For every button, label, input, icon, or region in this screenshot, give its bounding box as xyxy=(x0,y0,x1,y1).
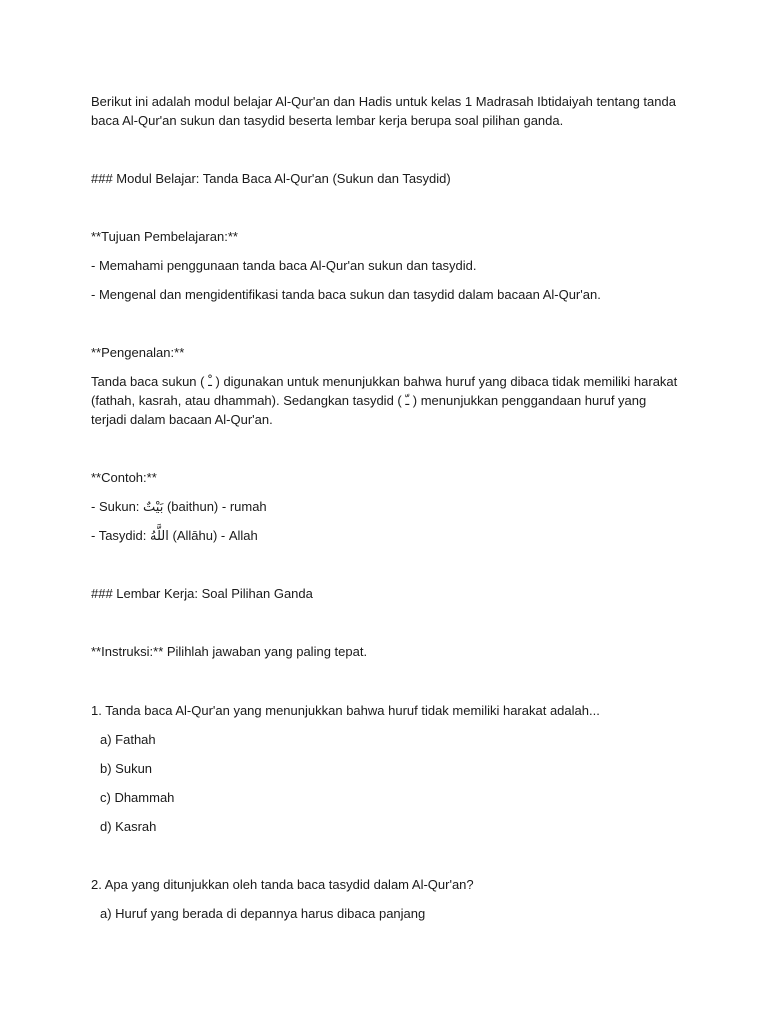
question-2: 2. Apa yang ditunjukkan oleh tanda baca tasydid dalam Al-Qur'an? xyxy=(91,877,474,892)
example-meaning: (Allāhu) - Allah xyxy=(168,528,258,543)
examples-heading: **Contoh:** xyxy=(91,470,157,485)
objective-item-1: - Memahami penggunaan tanda baca Al-Qur'an sukun dan tasydid. xyxy=(91,258,477,273)
objectives-heading: **Tujuan Pembelajaran:** xyxy=(91,229,238,244)
worksheet-heading: ### Lembar Kerja: Soal Pilihan Ganda xyxy=(91,586,313,601)
introduction-line-2 xyxy=(91,391,646,411)
example-label: - Sukun: xyxy=(91,499,144,514)
introduction-text: (fathah, kasrah, atau dhammah). Sedangkan tasydid ( xyxy=(91,393,406,408)
module-heading: ### Modul Belajar: Tanda Baca Al-Qur'an (Sukun dan Tasydid) xyxy=(91,171,451,186)
example-label: - Tasydid: xyxy=(91,528,151,543)
example-arabic-word: اللَّهُ xyxy=(150,529,169,544)
tasydid-mark: ـّ xyxy=(405,394,410,409)
example-meaning: (baithun) - rumah xyxy=(163,499,267,514)
introduction-line-3: terjadi dalam bacaan Al-Qur'an. xyxy=(91,412,273,427)
introduction-text: Tanda baca sukun ( xyxy=(91,374,209,389)
question-1-option-d: d) Kasrah xyxy=(100,819,157,834)
question-1: 1. Tanda baca Al-Qur'an yang menunjukkan bahwa huruf tidak memiliki harakat adalah... xyxy=(91,703,600,718)
introduction-heading: **Pengenalan:** xyxy=(91,345,185,360)
instructions: **Instruksi:** Pilihlah jawaban yang paling tepat. xyxy=(91,644,368,659)
objective-item-2: - Mengenal dan mengidentifikasi tanda baca sukun dan tasydid dalam bacaan Al-Qur'an. xyxy=(91,287,601,302)
question-1-option-a: a) Fathah xyxy=(100,732,156,747)
example-arabic-word: بَيْتٌ xyxy=(143,500,164,515)
introduction-text: ) digunakan untuk menunjukkan bahwa huruf yang dibaca tidak memiliki harakat xyxy=(211,374,678,389)
introduction-line-1 xyxy=(91,372,677,392)
question-1-option-b: b) Sukun xyxy=(100,761,153,776)
question-1-option-c: c) Dhammah xyxy=(100,790,175,805)
sukun-mark: ـْ xyxy=(208,375,212,390)
example-tasydid xyxy=(91,526,258,546)
question-2-option-a: a) Huruf yang berada di depannya harus dibaca panjang xyxy=(100,906,426,921)
intro-line-2: baca Al-Qur'an sukun dan tasydid beserta lembar kerja berupa soal pilihan ganda. xyxy=(91,113,564,128)
example-sukun xyxy=(91,497,267,517)
introduction-text: ) menunjukkan penggandaan huruf yang xyxy=(409,393,647,408)
intro-line-1: Berikut ini adalah modul belajar Al-Qur'an dan Hadis untuk kelas 1 Madrasah Ibtidaiyah tentang tanda xyxy=(91,94,676,109)
